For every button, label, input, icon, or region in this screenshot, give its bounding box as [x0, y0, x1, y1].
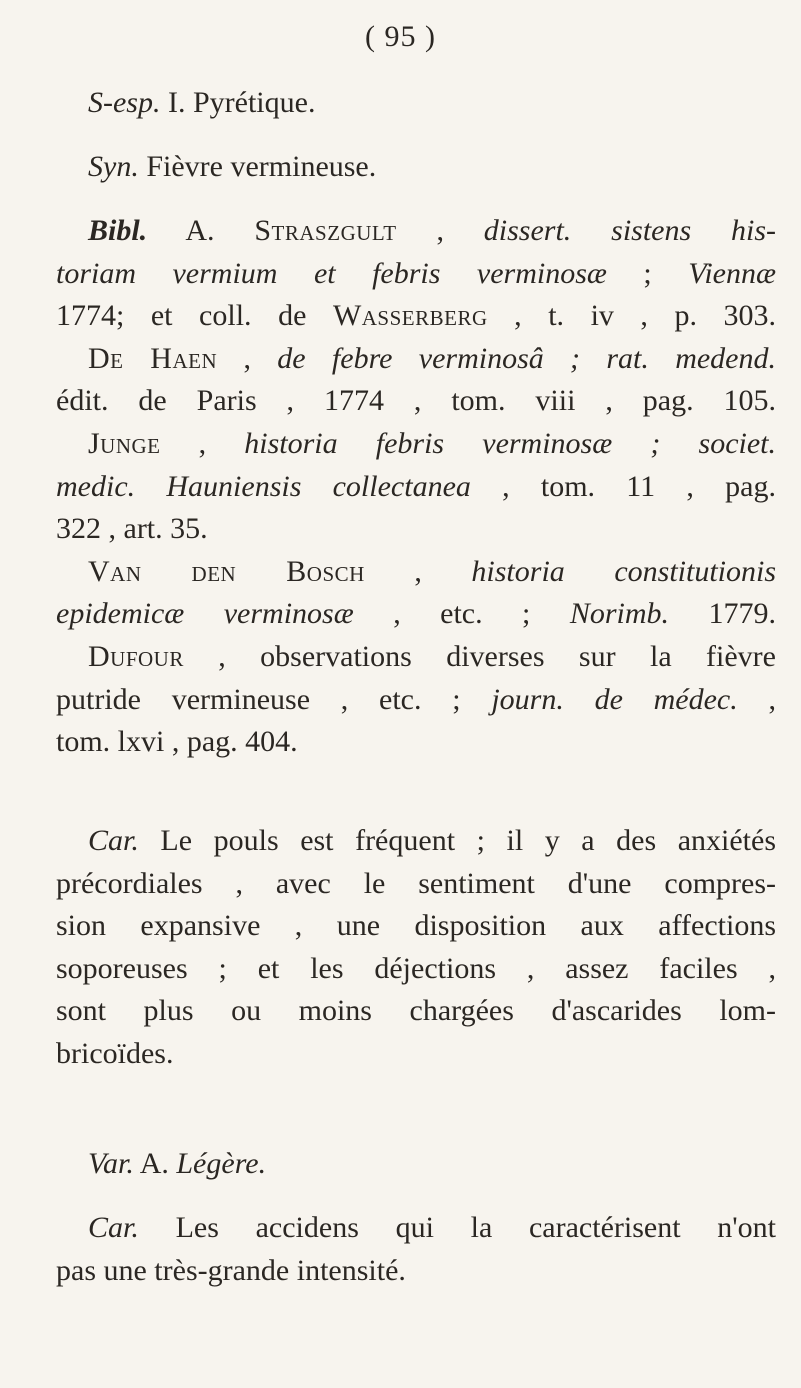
- car-line: pas une très-grande intensité.: [56, 1253, 406, 1287]
- synonym-label: Syn.: [88, 150, 139, 183]
- synonym-line: [56, 146, 776, 189]
- synonym-text: Fièvre vermineuse.: [138, 150, 377, 183]
- species-title: I. Pyrétique.: [160, 86, 316, 119]
- bibl-line: epidemicæ verminosæ , etc. ; Norimb. 1779.: [56, 597, 776, 631]
- variety-name: Légère.: [176, 1147, 267, 1180]
- variety-line: Var. A. Légère.: [88, 1147, 267, 1180]
- bibl-line: 1774; et coll. de Wasserberg , t. iv , p. 303.: [56, 299, 777, 333]
- car-line: bricoïdes.: [56, 1036, 174, 1070]
- bibl-line: Van den Bosch , historia constitutionis: [88, 554, 777, 588]
- bibl-line: De Haen , de febre verminosâ ; rat. medend.: [88, 341, 776, 375]
- variety-characters: [56, 1207, 776, 1292]
- bibl-line: Bibl. A. Straszgult , dissert. sistens his-: [88, 214, 776, 247]
- bibl-line: Junge , historia febris verminosæ ; societ.: [88, 426, 776, 460]
- car-line: Car. Le pouls est fréquent ; il y a des anxiétés: [88, 824, 776, 857]
- bibl-line: Dufour , observations diverses sur la fièvre: [88, 639, 776, 673]
- car-line: soporeuses ; et les déjections , assez faciles ,: [56, 951, 776, 985]
- bibl-line: tom. lxvi , pag. 404.: [56, 725, 298, 759]
- variety-label: Var.: [88, 1147, 134, 1180]
- bibl-line: putride vermineuse , etc. ; journ. de médec. ,: [56, 682, 776, 716]
- car-line: précordiales , avec le sentiment d'une compres-: [56, 866, 776, 900]
- bibl-line: 322 , art. 35.: [56, 512, 208, 546]
- bibliography: [56, 210, 776, 764]
- characters-paragraph: [56, 820, 776, 1076]
- bibl-line: medic. Hauniensis collectanea , tom. 11 , pag.: [56, 469, 776, 503]
- car-line: sion expansive , une disposition aux affections: [56, 909, 776, 943]
- car-line: sont plus ou moins chargées d'ascarides lom-: [56, 994, 776, 1028]
- car-line: Car. Les accidens qui la caractérisent n'ont: [88, 1211, 776, 1244]
- page-number: ( 95 ): [365, 20, 436, 53]
- species-label: S-esp.: [88, 86, 161, 119]
- bibl-line: toriam vermium et febris verminosæ ; Viennæ: [56, 256, 776, 290]
- species-heading: [56, 82, 776, 125]
- bibl-line: édit. de Paris , 1774 , tom. viii , pag. 105.: [56, 384, 776, 418]
